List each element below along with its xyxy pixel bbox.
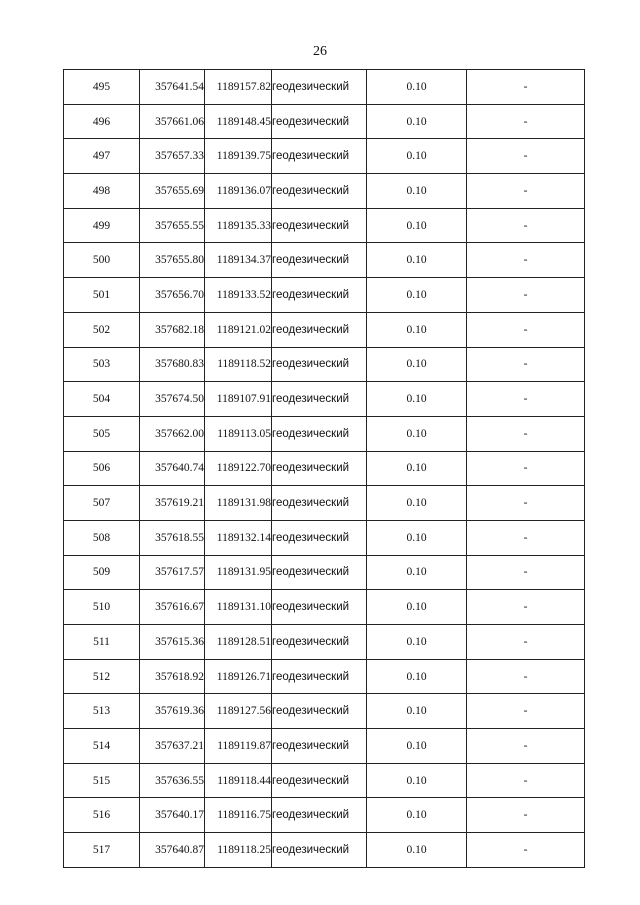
y-coordinate-cell: 1189135.33 [205, 208, 272, 243]
accuracy-cell: 0.10 [367, 382, 467, 417]
point-number-cell: 503 [64, 347, 140, 382]
point-number-cell: 507 [64, 486, 140, 521]
method-cell: геодезический [272, 520, 367, 555]
y-coordinate-cell: 1189134.37 [205, 243, 272, 278]
table-row [64, 451, 585, 486]
x-coordinate-cell: 357615.36 [140, 625, 205, 660]
table-row [64, 416, 585, 451]
description-cell: - [467, 278, 585, 313]
accuracy-cell: 0.10 [367, 278, 467, 313]
method-cell: геодезический [272, 833, 367, 868]
point-number-cell: 514 [64, 729, 140, 764]
y-coordinate-cell: 1189121.02 [205, 312, 272, 347]
x-coordinate-cell: 357641.54 [140, 70, 205, 105]
description-cell: - [467, 555, 585, 590]
description-cell: - [467, 694, 585, 729]
method-cell: геодезический [272, 312, 367, 347]
table-row [64, 625, 585, 660]
description-cell: - [467, 833, 585, 868]
table-row [64, 174, 585, 209]
accuracy-cell: 0.10 [367, 104, 467, 139]
y-coordinate-cell: 1189113.05 [205, 416, 272, 451]
point-number-cell: 508 [64, 520, 140, 555]
description-cell: - [467, 451, 585, 486]
y-coordinate-cell: 1189157.82 [205, 70, 272, 105]
accuracy-cell: 0.10 [367, 347, 467, 382]
point-number-cell: 504 [64, 382, 140, 417]
x-coordinate-cell: 357616.67 [140, 590, 205, 625]
description-cell: - [467, 486, 585, 521]
x-coordinate-cell: 357618.55 [140, 520, 205, 555]
table-row [64, 659, 585, 694]
description-cell: - [467, 174, 585, 209]
point-number-cell: 511 [64, 625, 140, 660]
table-row [64, 278, 585, 313]
accuracy-cell: 0.10 [367, 555, 467, 590]
method-cell: геодезический [272, 139, 367, 174]
table-row [64, 694, 585, 729]
x-coordinate-cell: 357655.55 [140, 208, 205, 243]
method-cell: геодезический [272, 798, 367, 833]
method-cell: геодезический [272, 104, 367, 139]
accuracy-cell: 0.10 [367, 590, 467, 625]
table-row [64, 555, 585, 590]
x-coordinate-cell: 357619.36 [140, 694, 205, 729]
y-coordinate-cell: 1189131.10 [205, 590, 272, 625]
y-coordinate-cell: 1189107.91 [205, 382, 272, 417]
accuracy-cell: 0.10 [367, 694, 467, 729]
table-row [64, 104, 585, 139]
method-cell: геодезический [272, 659, 367, 694]
x-coordinate-cell: 357674.50 [140, 382, 205, 417]
description-cell: - [467, 139, 585, 174]
x-coordinate-cell: 357640.74 [140, 451, 205, 486]
description-cell: - [467, 208, 585, 243]
point-number-cell: 496 [64, 104, 140, 139]
description-cell: - [467, 729, 585, 764]
x-coordinate-cell: 357680.83 [140, 347, 205, 382]
x-coordinate-cell: 357657.33 [140, 139, 205, 174]
table-row [64, 70, 585, 105]
point-number-cell: 512 [64, 659, 140, 694]
method-cell: геодезический [272, 451, 367, 486]
point-number-cell: 495 [64, 70, 140, 105]
point-number-cell: 498 [64, 174, 140, 209]
accuracy-cell: 0.10 [367, 659, 467, 694]
table-row [64, 243, 585, 278]
table-row [64, 382, 585, 417]
y-coordinate-cell: 1189118.44 [205, 763, 272, 798]
table-row [64, 486, 585, 521]
point-number-cell: 497 [64, 139, 140, 174]
x-coordinate-cell: 357655.69 [140, 174, 205, 209]
y-coordinate-cell: 1189139.75 [205, 139, 272, 174]
y-coordinate-cell: 1189148.45 [205, 104, 272, 139]
point-number-cell: 516 [64, 798, 140, 833]
accuracy-cell: 0.10 [367, 243, 467, 278]
point-number-cell: 502 [64, 312, 140, 347]
description-cell: - [467, 243, 585, 278]
x-coordinate-cell: 357655.80 [140, 243, 205, 278]
description-cell: - [467, 625, 585, 660]
method-cell: геодезический [272, 590, 367, 625]
point-number-cell: 513 [64, 694, 140, 729]
point-number-cell: 510 [64, 590, 140, 625]
accuracy-cell: 0.10 [367, 763, 467, 798]
method-cell: геодезический [272, 278, 367, 313]
point-number-cell: 515 [64, 763, 140, 798]
x-coordinate-cell: 357640.17 [140, 798, 205, 833]
accuracy-cell: 0.10 [367, 139, 467, 174]
y-coordinate-cell: 1189118.25 [205, 833, 272, 868]
accuracy-cell: 0.10 [367, 798, 467, 833]
x-coordinate-cell: 357637.21 [140, 729, 205, 764]
method-cell: геодезический [272, 486, 367, 521]
method-cell: геодезический [272, 174, 367, 209]
accuracy-cell: 0.10 [367, 174, 467, 209]
accuracy-cell: 0.10 [367, 520, 467, 555]
accuracy-cell: 0.10 [367, 833, 467, 868]
y-coordinate-cell: 1189132.14 [205, 520, 272, 555]
x-coordinate-cell: 357656.70 [140, 278, 205, 313]
y-coordinate-cell: 1189131.98 [205, 486, 272, 521]
point-number-cell: 506 [64, 451, 140, 486]
method-cell: геодезический [272, 70, 367, 105]
method-cell: геодезический [272, 729, 367, 764]
y-coordinate-cell: 1189126.71 [205, 659, 272, 694]
table-row [64, 312, 585, 347]
table-row [64, 833, 585, 868]
accuracy-cell: 0.10 [367, 486, 467, 521]
x-coordinate-cell: 357661.06 [140, 104, 205, 139]
method-cell: геодезический [272, 243, 367, 278]
x-coordinate-cell: 357636.55 [140, 763, 205, 798]
y-coordinate-cell: 1189122.70 [205, 451, 272, 486]
description-cell: - [467, 347, 585, 382]
y-coordinate-cell: 1189118.52 [205, 347, 272, 382]
y-coordinate-cell: 1189131.95 [205, 555, 272, 590]
method-cell: геодезический [272, 347, 367, 382]
coordinates-table-body [64, 70, 585, 868]
accuracy-cell: 0.10 [367, 208, 467, 243]
description-cell: - [467, 312, 585, 347]
method-cell: геодезический [272, 416, 367, 451]
description-cell: - [467, 382, 585, 417]
accuracy-cell: 0.10 [367, 729, 467, 764]
y-coordinate-cell: 1189136.07 [205, 174, 272, 209]
description-cell: - [467, 104, 585, 139]
description-cell: - [467, 70, 585, 105]
table-row [64, 590, 585, 625]
x-coordinate-cell: 357619.21 [140, 486, 205, 521]
table-row [64, 347, 585, 382]
table-row [64, 139, 585, 174]
point-number-cell: 505 [64, 416, 140, 451]
accuracy-cell: 0.10 [367, 70, 467, 105]
y-coordinate-cell: 1189127.56 [205, 694, 272, 729]
x-coordinate-cell: 357617.57 [140, 555, 205, 590]
table-row [64, 798, 585, 833]
point-number-cell: 509 [64, 555, 140, 590]
description-cell: - [467, 590, 585, 625]
method-cell: геодезический [272, 763, 367, 798]
y-coordinate-cell: 1189116.75 [205, 798, 272, 833]
table-row [64, 208, 585, 243]
accuracy-cell: 0.10 [367, 625, 467, 660]
method-cell: геодезический [272, 694, 367, 729]
accuracy-cell: 0.10 [367, 416, 467, 451]
point-number-cell: 500 [64, 243, 140, 278]
x-coordinate-cell: 357682.18 [140, 312, 205, 347]
description-cell: - [467, 520, 585, 555]
accuracy-cell: 0.10 [367, 451, 467, 486]
method-cell: геодезический [272, 382, 367, 417]
method-cell: геодезический [272, 625, 367, 660]
method-cell: геодезический [272, 208, 367, 243]
y-coordinate-cell: 1189119.87 [205, 729, 272, 764]
description-cell: - [467, 798, 585, 833]
y-coordinate-cell: 1189128.51 [205, 625, 272, 660]
coordinates-table [63, 69, 585, 868]
method-cell: геодезический [272, 555, 367, 590]
y-coordinate-cell: 1189133.52 [205, 278, 272, 313]
table-row [64, 520, 585, 555]
table-row [64, 729, 585, 764]
x-coordinate-cell: 357618.92 [140, 659, 205, 694]
x-coordinate-cell: 357662.00 [140, 416, 205, 451]
accuracy-cell: 0.10 [367, 312, 467, 347]
table-row [64, 763, 585, 798]
point-number-cell: 499 [64, 208, 140, 243]
x-coordinate-cell: 357640.87 [140, 833, 205, 868]
description-cell: - [467, 416, 585, 451]
description-cell: - [467, 659, 585, 694]
page-number: 26 [313, 44, 327, 59]
point-number-cell: 501 [64, 278, 140, 313]
description-cell: - [467, 763, 585, 798]
point-number-cell: 517 [64, 833, 140, 868]
